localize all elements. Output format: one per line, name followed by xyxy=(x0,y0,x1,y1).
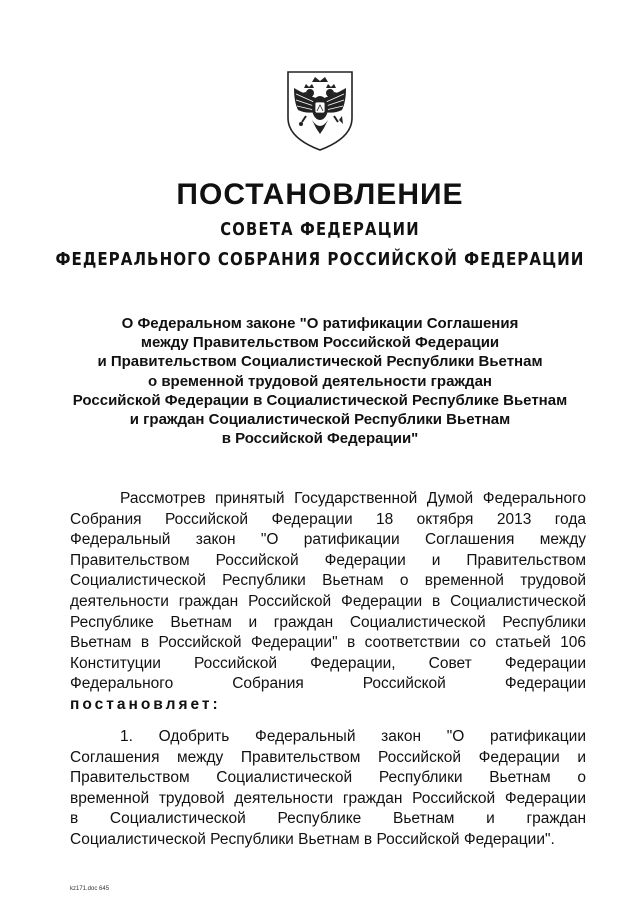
subject-line: и граждан Социалистической Республики Вьетнам xyxy=(129,411,511,429)
body-line: Рассмотрев принятый Государственной Думой Федерального xyxy=(120,490,586,507)
body-line: Социалистической Республики Вьетнам о временной трудовой xyxy=(70,572,586,590)
subject-line: о временной трудовой деятельности граждан xyxy=(148,372,492,390)
document-code: kz171.doc 645 xyxy=(70,886,110,892)
body-line: Собрания Российской Федерации 18 октября 2013 года xyxy=(70,510,586,528)
body-line: Правительством Социалистической Республики Вьетнам о xyxy=(70,769,586,787)
body-line: Федерального Собрания Российской Федерации xyxy=(70,675,586,693)
subject-line: и Правительством Социалистической Республики Вьетнам xyxy=(97,353,543,371)
subject-line: О Федеральном законе "О ратификации Соглашения xyxy=(121,315,519,332)
body-line: деятельности граждан Российской Федерации в Социалистической xyxy=(70,592,586,610)
body-line: Соглашения между Правительством Российской Федерации и xyxy=(70,748,586,766)
resolves-word: постановляет: xyxy=(70,695,221,713)
body-line: 1. Одобрить Федеральный закон "О ратификации xyxy=(120,728,586,745)
issuing-body-line-2: ФЕДЕРАЛЬНОГО СОБРАНИЯ РОССИЙСКОЙ ФЕДЕРАЦИИ xyxy=(55,249,585,270)
body-line: в Социалистической Республике Вьетнам и граждан xyxy=(70,810,586,828)
subject-line: между Правительством Российской Федерации xyxy=(140,334,500,352)
body-line: Вьетнам в Российской Федерации" в соответствии со статьей 106 xyxy=(70,634,586,652)
preamble-paragraph xyxy=(70,489,586,716)
body-line: временной трудовой деятельности граждан Российской Федерации xyxy=(70,789,586,807)
body-line: Федеральный закон "О ратификации Соглашения между xyxy=(70,531,586,549)
subject-line: Российской Федерации в Социалистической Республике Вьетнам xyxy=(72,391,568,409)
resolution-point-1 xyxy=(70,727,586,851)
body-line: Республике Вьетнам и граждан Социалистической Республики xyxy=(70,613,586,631)
issuing-body-line-1: СОВЕТА ФЕДЕРАЦИИ xyxy=(220,219,420,240)
document-title: ПОСТАНОВЛЕНИЕ xyxy=(176,178,464,211)
resolution-subject xyxy=(60,314,580,448)
body-line: Правительством Российской Федерации и Правительством xyxy=(70,551,586,569)
subject-line: в Российской Федерации" xyxy=(221,430,419,448)
body-line: Конституции Российской Федерации, Совет Федерации xyxy=(70,654,586,672)
double-headed-eagle-emblem-icon xyxy=(282,68,358,152)
body-line: Социалистической Республики Вьетнам в Российской Федерации". xyxy=(70,830,555,848)
